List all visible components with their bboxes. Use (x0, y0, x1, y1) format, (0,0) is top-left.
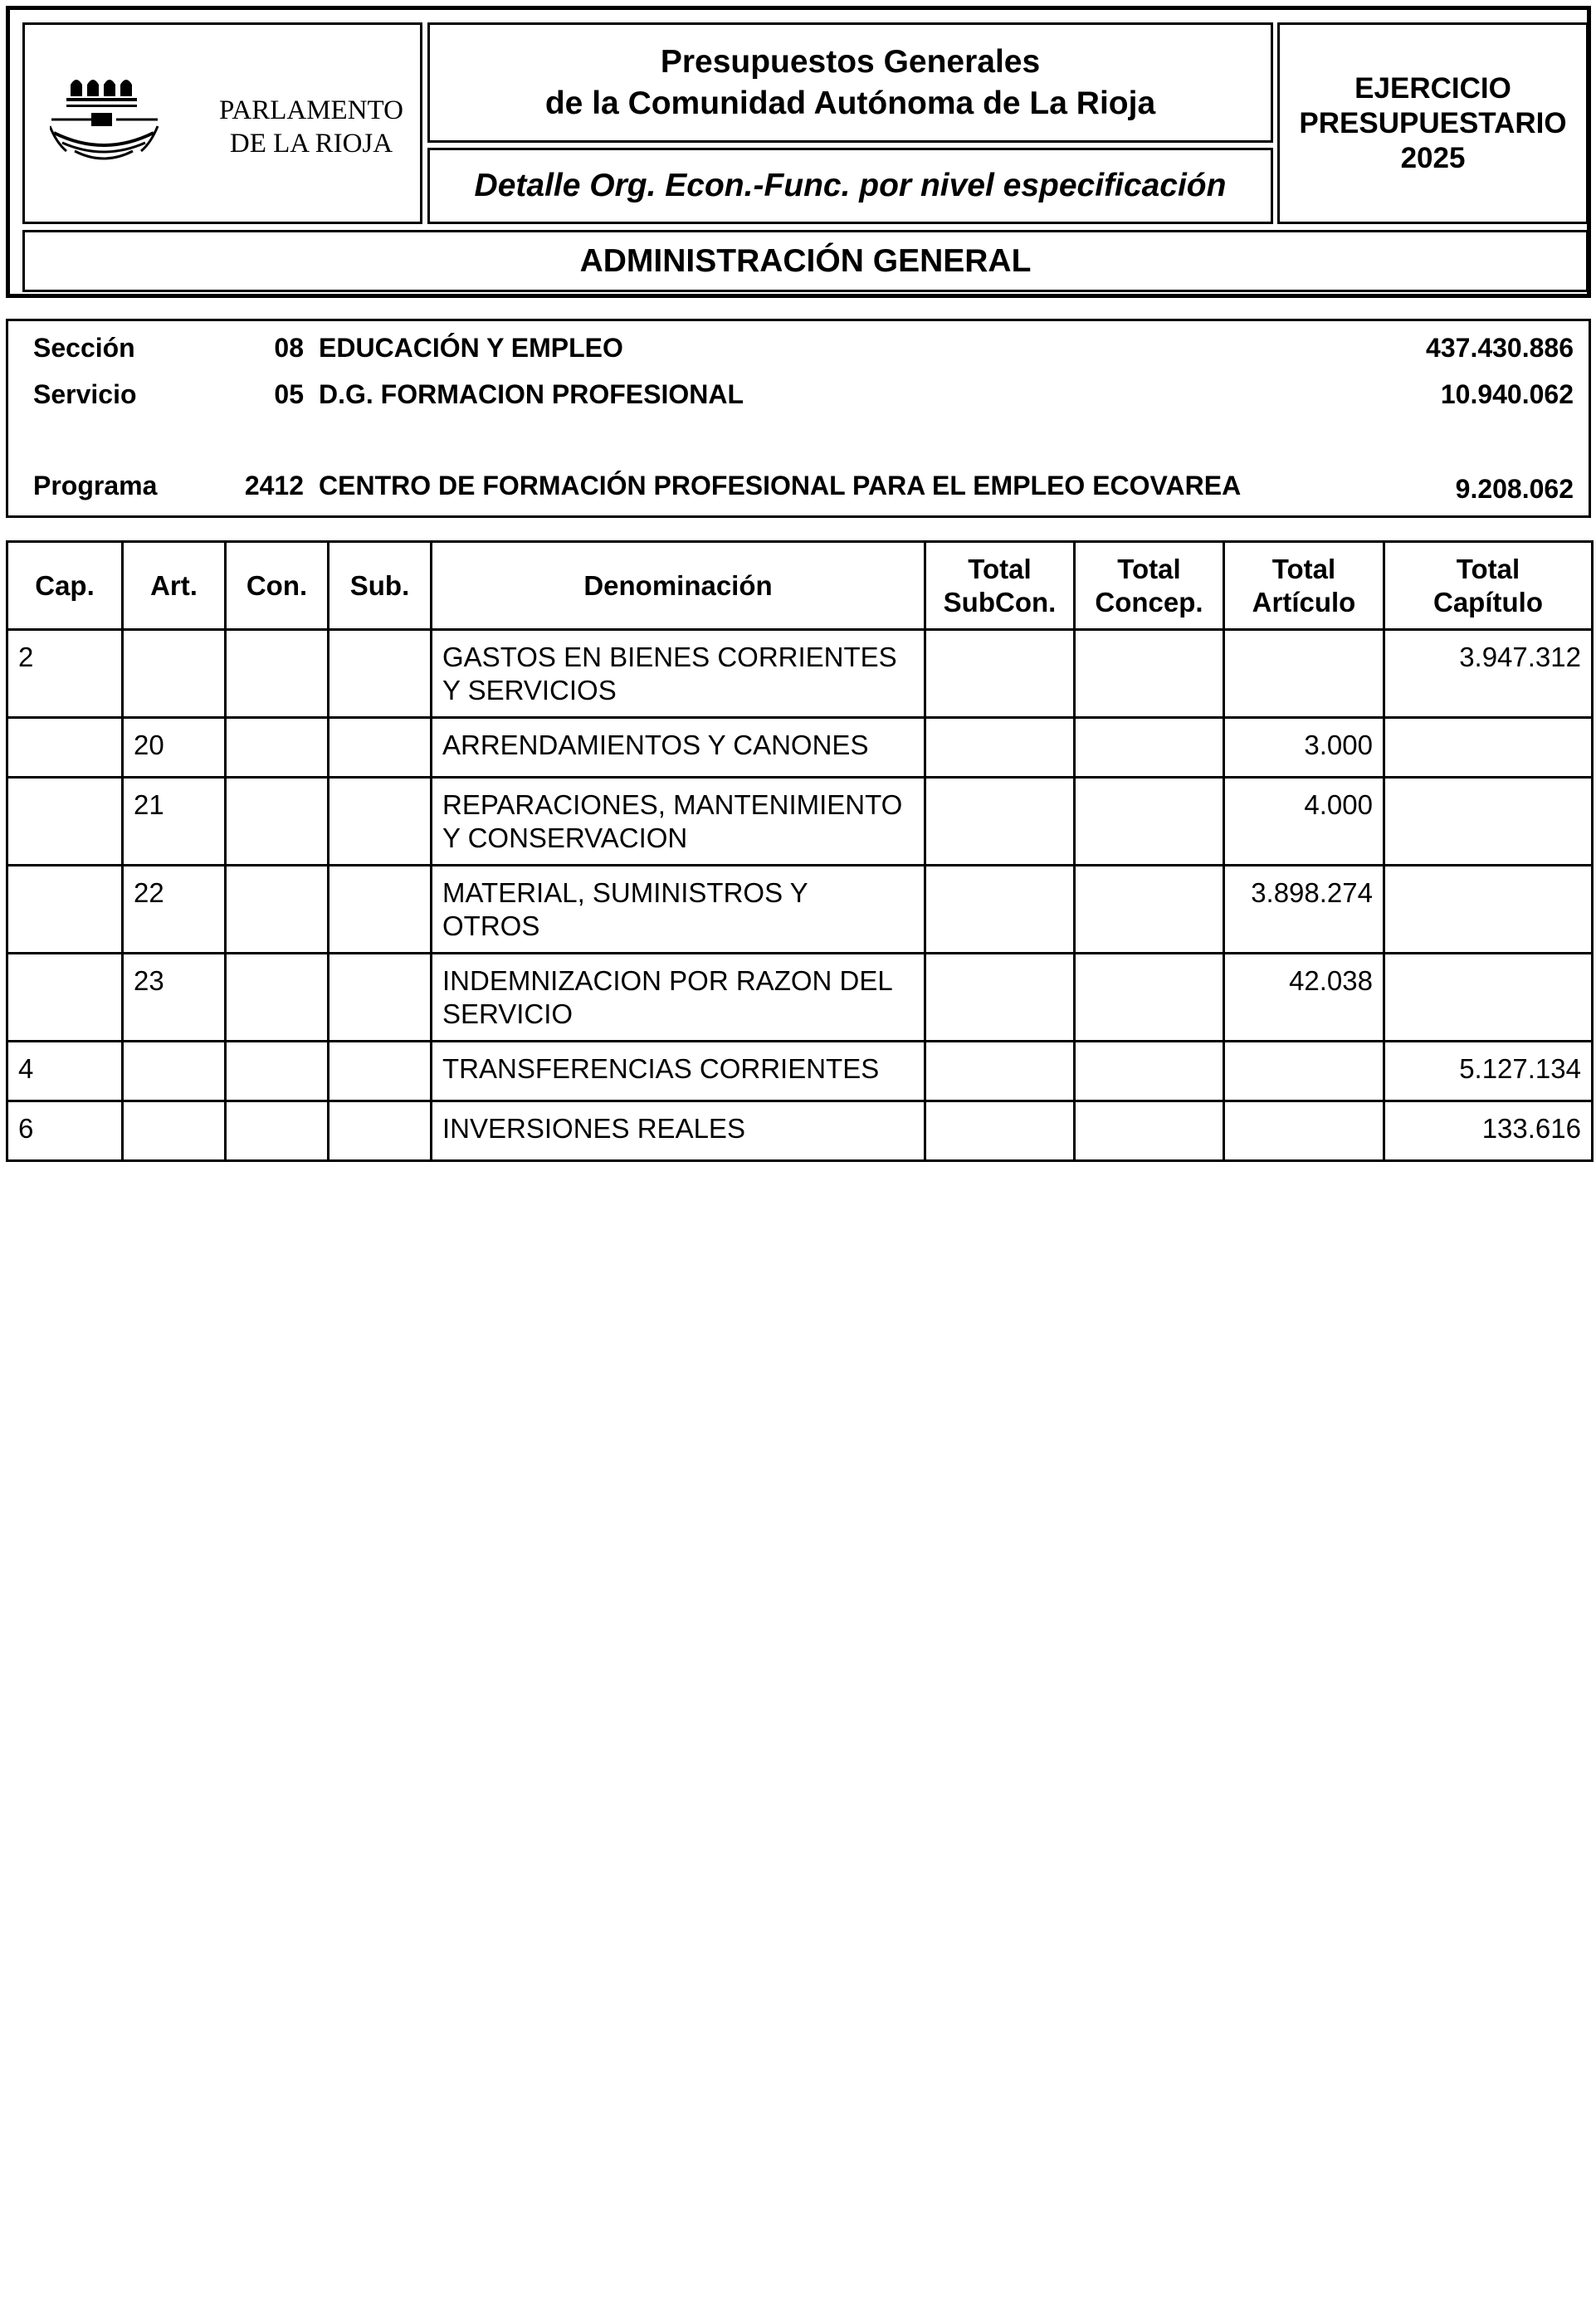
cell-total-capitulo: 5.127.134 (1384, 1042, 1593, 1101)
servicio-row (8, 379, 1589, 416)
cell-sub (329, 718, 432, 778)
cell-total-concep (1075, 1101, 1224, 1161)
denominacion-line2: OTROS (442, 910, 540, 941)
cell-cap: 4 (7, 1042, 123, 1101)
denominacion-line1: ARRENDAMIENTOS Y CANONES (442, 730, 869, 760)
cell-sub (329, 1101, 432, 1161)
cell-sub (329, 866, 432, 954)
fiscal-year-label1: EJERCICIO (1354, 71, 1511, 105)
servicio-code: 05 (274, 379, 304, 409)
cell-total-concep (1075, 866, 1224, 954)
denominacion-line1: REPARACIONES, MANTENIMIENTO (442, 789, 903, 820)
cell-sub (329, 630, 432, 718)
cell-total-subcon (925, 866, 1075, 954)
cell-total-concep (1075, 1042, 1224, 1101)
parliament-name-line2: DE LA RIOJA (229, 129, 393, 159)
cell-cap (7, 954, 123, 1042)
cell-total-concep (1075, 630, 1224, 718)
cell-denominacion (432, 778, 925, 866)
col-header-art: Art. (123, 542, 226, 630)
cell-con (226, 866, 329, 954)
parliament-name-line1: PARLAMENTO (219, 95, 403, 125)
cell-sub (329, 954, 432, 1042)
col-header-total-articulo-l2: Artículo (1252, 586, 1356, 617)
cell-total-concep (1075, 778, 1224, 866)
denominacion-line1: INDEMNIZACION POR RAZON DEL (442, 965, 893, 996)
parliament-emblem-icon (50, 66, 207, 191)
seccion-label: Sección (33, 333, 135, 363)
cell-total-articulo: 3.898.274 (1224, 866, 1384, 954)
cell-art (123, 630, 226, 718)
report-title-line2: de la Comunidad Autónoma de La Rioja (544, 85, 1156, 121)
table-row (7, 954, 1593, 1042)
programa-name: CENTRO DE FORMACIÓN PROFESIONAL PARA EL EMPLEO ECOVAREA (319, 471, 1242, 500)
col-header-total-subcon-l1: Total (968, 553, 1032, 584)
cell-con (226, 954, 329, 1042)
denominacion-line2: Y SERVICIOS (442, 675, 617, 705)
cell-cap: 2 (7, 630, 123, 718)
denominacion-line1: MATERIAL, SUMINISTROS Y (442, 877, 808, 908)
cell-denominacion (432, 630, 925, 718)
cell-total-capitulo (1384, 718, 1593, 778)
cell-total-concep (1075, 954, 1224, 1042)
seccion-row (8, 333, 1589, 369)
cell-total-articulo (1224, 1101, 1384, 1161)
cell-con (226, 630, 329, 718)
table-row (7, 630, 1593, 718)
cell-total-articulo: 3.000 (1224, 718, 1384, 778)
cell-cap: 6 (7, 1101, 123, 1161)
col-header-total-concep (1075, 542, 1224, 630)
table-row (7, 778, 1593, 866)
cell-con (226, 1042, 329, 1101)
cell-total-articulo (1224, 1042, 1384, 1101)
report-title (427, 22, 1273, 143)
cell-total-articulo: 42.038 (1224, 954, 1384, 1042)
cell-total-subcon (925, 718, 1075, 778)
cell-sub (329, 1042, 432, 1101)
cell-total-articulo (1224, 630, 1384, 718)
col-header-total-concep-l2: Concep. (1095, 586, 1203, 617)
report-subtitle: Detalle Org. Econ.-Func. por nivel especificación (427, 148, 1273, 224)
cell-total-subcon (925, 954, 1075, 1042)
seccion-code: 08 (274, 333, 304, 363)
col-header-total-articulo-l1: Total (1271, 553, 1336, 584)
col-header-sub: Sub. (329, 542, 432, 630)
cell-cap (7, 718, 123, 778)
cell-art: 23 (123, 954, 226, 1042)
budget-detail-table (6, 540, 1594, 1162)
logo-panel (22, 22, 422, 224)
cell-con (226, 1101, 329, 1161)
cell-total-capitulo (1384, 778, 1593, 866)
col-header-total-subcon (925, 542, 1075, 630)
fiscal-year-value: 2025 (1400, 141, 1466, 174)
cell-con (226, 778, 329, 866)
cell-art: 22 (123, 866, 226, 954)
cell-denominacion (432, 1042, 925, 1101)
cell-total-articulo: 4.000 (1224, 778, 1384, 866)
cell-art: 20 (123, 718, 226, 778)
seccion-amount: 437.430.886 (1426, 333, 1574, 363)
table-row (7, 718, 1593, 778)
cell-denominacion (432, 718, 925, 778)
cell-sub (329, 778, 432, 866)
cell-con (226, 718, 329, 778)
programa-code: 2412 (244, 471, 304, 500)
col-header-total-capitulo-l1: Total (1456, 553, 1520, 584)
cell-denominacion (432, 954, 925, 1042)
cell-total-concep (1075, 718, 1224, 778)
denominacion-line2: Y CONSERVACION (442, 823, 688, 853)
col-header-con: Con. (226, 542, 329, 630)
seccion-name: EDUCACIÓN Y EMPLEO (319, 333, 623, 363)
cell-cap (7, 778, 123, 866)
denominacion-line1: INVERSIONES REALES (442, 1113, 745, 1144)
fiscal-year-panel (1277, 22, 1589, 224)
programa-label: Programa (33, 471, 158, 500)
report-title-line1: Presupuestos Generales (660, 43, 1041, 80)
cell-total-subcon (925, 778, 1075, 866)
col-header-denominacion: Denominación (432, 542, 925, 630)
administration-title: ADMINISTRACIÓN GENERAL (22, 230, 1589, 292)
table-row (7, 866, 1593, 954)
cell-total-subcon (925, 630, 1075, 718)
cell-denominacion (432, 866, 925, 954)
col-header-total-capitulo (1384, 542, 1593, 630)
servicio-name: D.G. FORMACION PROFESIONAL (319, 379, 744, 409)
table-row (7, 1101, 1593, 1161)
document-header (6, 6, 1591, 298)
col-header-total-capitulo-l2: Capítulo (1433, 586, 1543, 617)
cell-total-capitulo (1384, 954, 1593, 1042)
col-header-cap: Cap. (7, 542, 123, 630)
parliament-name (207, 94, 415, 160)
denominacion-line1: TRANSFERENCIAS CORRIENTES (442, 1053, 880, 1084)
servicio-label: Servicio (33, 379, 137, 409)
denominacion-line2: SERVICIO (442, 998, 573, 1029)
cell-total-capitulo (1384, 866, 1593, 954)
cell-art: 21 (123, 778, 226, 866)
cell-total-subcon (925, 1101, 1075, 1161)
col-header-total-articulo (1224, 542, 1384, 630)
denominacion-line1: GASTOS EN BIENES CORRIENTES (442, 642, 897, 672)
budget-info-panel (6, 319, 1591, 518)
col-header-total-concep-l1: Total (1117, 553, 1181, 584)
programa-amount: 9.208.062 (1455, 474, 1574, 504)
col-header-total-subcon-l2: SubCon. (943, 586, 1057, 617)
cell-total-capitulo: 3.947.312 (1384, 630, 1593, 718)
servicio-amount: 10.940.062 (1440, 379, 1574, 409)
programa-row (8, 471, 1589, 507)
cell-art (123, 1042, 226, 1101)
fiscal-year-label2: PRESUPUESTARIO (1299, 106, 1567, 139)
cell-total-subcon (925, 1042, 1075, 1101)
table-header-row (7, 542, 1593, 630)
table-row (7, 1042, 1593, 1101)
cell-total-capitulo: 133.616 (1384, 1101, 1593, 1161)
cell-art (123, 1101, 226, 1161)
cell-denominacion (432, 1101, 925, 1161)
cell-cap (7, 866, 123, 954)
